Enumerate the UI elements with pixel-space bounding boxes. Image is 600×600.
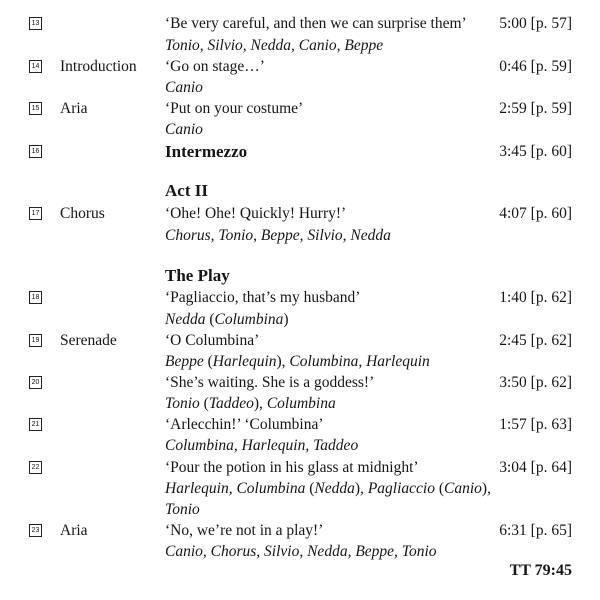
track-row xyxy=(0,98,600,119)
track-cast: Canio xyxy=(165,121,203,138)
track-title: ‘She’s waiting. She is a goddess!’ xyxy=(165,374,375,391)
track-cast: Columbina, Harlequin, Taddeo xyxy=(165,437,359,454)
track-row xyxy=(0,457,600,478)
track-number-box: 19 xyxy=(29,334,42,347)
track-row xyxy=(0,13,600,34)
track-row xyxy=(0,56,600,77)
track-number-box: 14 xyxy=(29,60,42,73)
act-heading: Act II xyxy=(165,181,208,200)
track-duration: 4:07 [p. 60] xyxy=(499,205,572,222)
track-number-box: 16 xyxy=(29,145,42,158)
track-row xyxy=(0,141,600,162)
track-title: ‘Pour the potion in his glass at midnight’ xyxy=(165,459,419,476)
track-form: Introduction xyxy=(60,58,137,75)
track-cast-continued: Tonio xyxy=(165,501,200,518)
track-duration: 2:45 [p. 62] xyxy=(499,332,572,349)
track-row xyxy=(0,287,600,308)
track-cast: Chorus, Tonio, Beppe, Silvio, Nedda xyxy=(165,227,391,244)
track-number-box: 15 xyxy=(29,102,42,115)
track-row xyxy=(0,520,600,541)
track-title: ‘No, we’re not in a play!’ xyxy=(165,522,324,539)
track-duration: 1:57 [p. 63] xyxy=(499,416,572,433)
track-cast: Canio xyxy=(165,79,203,96)
track-duration: 5:00 [p. 57] xyxy=(499,15,572,32)
track-row xyxy=(0,203,600,224)
track-duration: 2:59 [p. 59] xyxy=(499,100,572,117)
track-form: Aria xyxy=(60,522,88,539)
track-title: ‘Ohe! Ohe! Quickly! Hurry!’ xyxy=(165,205,347,222)
track-row xyxy=(0,330,600,351)
track-cast: Beppe (Harlequin), Columbina, Harlequin xyxy=(165,353,430,370)
track-duration: 0:46 [p. 59] xyxy=(499,58,572,75)
track-title: ‘Put on your costume’ xyxy=(165,100,304,117)
total-time: TT 79:45 xyxy=(509,562,572,579)
track-title: Intermezzo xyxy=(165,142,248,161)
track-title: ‘Pagliaccio, that’s my husband’ xyxy=(165,289,361,306)
track-cast: Tonio (Taddeo), Columbina xyxy=(165,395,336,412)
track-duration: 3:45 [p. 60] xyxy=(499,143,572,160)
track-number-box: 21 xyxy=(29,418,42,431)
track-cast: Canio, Chorus, Silvio, Nedda, Beppe, Tonio xyxy=(165,543,437,560)
track-number-box: 23 xyxy=(29,524,42,537)
track-row xyxy=(0,414,600,435)
track-duration: 3:50 [p. 62] xyxy=(499,374,572,391)
section-heading: The Play xyxy=(165,266,230,285)
track-title: ‘Go on stage…’ xyxy=(165,58,265,75)
track-number-box: 20 xyxy=(29,376,42,389)
track-number-box: 22 xyxy=(29,461,42,474)
track-row xyxy=(0,372,600,393)
track-title: ‘Arlecchin!’ ‘Columbina’ xyxy=(165,416,324,433)
track-cast: Tonio, Silvio, Nedda, Canio, Beppe xyxy=(165,37,384,54)
track-form: Aria xyxy=(60,100,88,117)
track-cast: Nedda (Columbina) xyxy=(165,311,289,328)
track-duration: 6:31 [p. 65] xyxy=(499,522,572,539)
track-title: ‘Be very careful, and then we can surprise them’ xyxy=(165,15,467,32)
track-duration: 1:40 [p. 62] xyxy=(499,289,572,306)
track-title: ‘O Columbina’ xyxy=(165,332,260,349)
track-number-box: 18 xyxy=(29,291,42,304)
track-cast: Harlequin, Columbina (Nedda), Pagliaccio (Canio), xyxy=(165,480,491,497)
track-form: Serenade xyxy=(60,332,117,349)
track-duration: 3:04 [p. 64] xyxy=(499,459,572,476)
track-number-box: 13 xyxy=(29,17,42,30)
track-number-box: 17 xyxy=(29,207,42,220)
track-form: Chorus xyxy=(60,205,105,222)
